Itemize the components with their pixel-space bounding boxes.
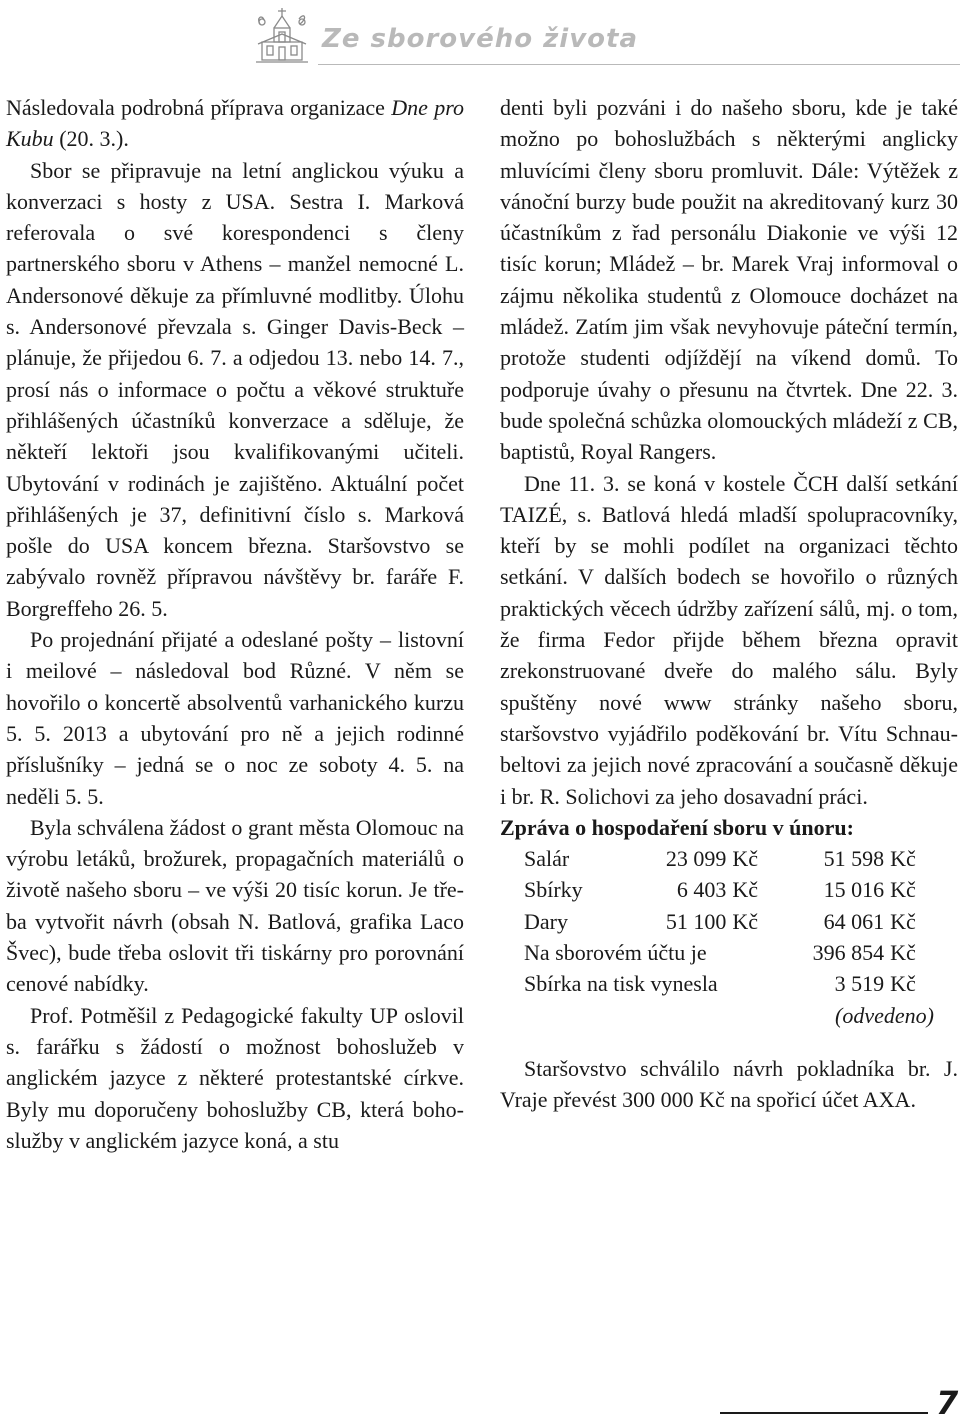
row-label: Sbírka na tisk vynesla — [524, 971, 718, 997]
currency: Kč — [732, 846, 759, 872]
paragraph: denti byli pozváni i do našeho sboru, kde je také možno po bohoslužbách s některými anglicky mluvícími členy sboru promluvit. Dále: Výtěžek z vánoční burzy bude použit na akreditovaný kurz 30 účastníkům z řad personálu Diakonie ve výši 12 tisíc korun; Mládež – br. Marek Vraj informoval o zájmu několika studentů z Olomouce docházet na mládež. Zatím jim však nevyhovuje páteční termín, protože studenti odjíždějí na víkend domů. To podporuje úvahy o přesunu na čtvrtek. Dne 22. 3. bude společná schůzka olomouckých mládeží z CB, baptistů, Royal Rangers. — [500, 95, 958, 465]
table-row — [524, 968, 934, 999]
left-column — [6, 92, 464, 1156]
finance-note: (odvedeno) — [835, 1002, 934, 1028]
amount: 23 099 — [665, 846, 727, 872]
currency: Kč — [890, 971, 916, 997]
amount: 6 403 — [676, 877, 727, 903]
amount: 64 061 — [823, 908, 885, 934]
amount: 396 854 — [812, 940, 885, 966]
row-label: Salár — [524, 846, 570, 872]
paragraph: Staršovstvo schválilo návrh pokladníka br. J. Vraje převést 300 000 Kč na spořicí účet AXA. — [500, 1055, 958, 1113]
header-divider — [318, 64, 960, 65]
right-column — [500, 92, 958, 1116]
page-number: 7 — [936, 1384, 959, 1422]
row-label: Na sborovém účtu je — [524, 940, 707, 966]
currency: Kč — [890, 940, 916, 966]
amount: 51 598 — [823, 846, 885, 872]
section-title: Ze sborového života — [322, 24, 639, 54]
currency: Kč — [890, 877, 916, 903]
currency: Kč — [890, 908, 916, 934]
currency: Kč — [890, 846, 916, 872]
footer-divider — [720, 1412, 928, 1414]
table-row — [524, 1000, 934, 1031]
paragraph: Prof. Potměšil z Pedagogické fakulty UP oslovil s. farářku s žádostí o možnost bohoslužeb v anglickém jazyce z některé protestantské církve. Byly mu doporučeny bohoslužby CB, která bohoslužby v anglickém jazyce koná, a stu — [6, 1002, 464, 1153]
paragraph: Po projednání přijaté a odeslané pošty – listovní i meilové – následoval bod Různé. V něm se hovořilo o koncertě absolventů varhanického kurzu 5. 5. 2013 a ubytování pro ně a jejich rodinné příslušníky – jedná se o noc ze soboty 4. 5. na neděli 5. 5. — [6, 627, 464, 809]
amount: 51 100 — [665, 908, 727, 934]
row-label: Dary — [524, 908, 568, 934]
currency: Kč — [732, 877, 759, 903]
table-row — [524, 906, 934, 937]
table-row — [524, 843, 934, 874]
paragraph: Dne 11. 3. se koná v kostele ČCH další setkání TAIZÉ, s. Batlová hledá mladší spolupracovníky, kteří by se mohli podílet na organizaci těchto setkání. V dalších bodech se hovořilo o různých praktických věcech údržby zařízení sálů, mj. o tom, že firma Fedor přijde během března opravit zrekonstruované dveře do malého sálu. Byly spuštěny nové www stránky našeho sboru, staršovstvo vyjádřilo poděkování br. Vítu Schnaubeltovi za jejich nové zpracování a současně děkuje i br. R. Solichovi za jeho dosavadní práci. — [500, 470, 958, 809]
amount: 3 519 — [834, 971, 885, 997]
paragraph: Byla schválena žádost o grant města Olomouc na výrobu letáků, brožurek, propagačních materiálů o životě našeho sboru – ve výši 20 tisíc korun. Je třeba vytvořit návrh (obsah N. Batlová, grafika Laco Švec), bude třeba oslovit tři tiskárny pro porovnání cenové nabídky. — [6, 814, 464, 997]
finance-table — [524, 843, 934, 1031]
row-label: Sbírky — [524, 877, 583, 903]
page-header — [0, 0, 960, 80]
table-row — [524, 874, 934, 905]
finance-report-title: Zpráva o hospodaření sboru v únoru: — [500, 814, 854, 840]
paragraph: Následovala podrobná příprava organizace Dne pro Kubu (20. 3.). — [6, 95, 465, 152]
currency: Kč — [732, 908, 759, 934]
paragraph: Sbor se připravuje na letní anglickou výuku a konverzaci s hosty z USA. Sestra I. Marková referovala o své korespondenci s členy partnerského sboru v Athens – manžel nemocné L. Andersonové děkuje za přímluvné modlitby. Úlohu s. Andersonové převzala s. Ginger Davis-Beck – plánuje, že přijedou 6. 7. a odjedou 13. nebo 14. 7., prosí nás o informace o počtu a věkové struktuře přihlášených účastníků konverzace a sděluje, že někteří lektoři jsou kvalifikovanými učiteli. Ubytování v rodinách je zajištěno. Aktuální počet přihlášených je 37, definitivní číslo s. Marková pošle do USA koncem března. Staršovstvo se zabývalo rovněž přípravou návštěvy br. faráře F. Borgreffeho 26. 5. — [6, 157, 464, 621]
table-row — [524, 937, 934, 968]
amount: 15 016 — [823, 877, 885, 903]
church-logo-icon — [252, 4, 312, 66]
